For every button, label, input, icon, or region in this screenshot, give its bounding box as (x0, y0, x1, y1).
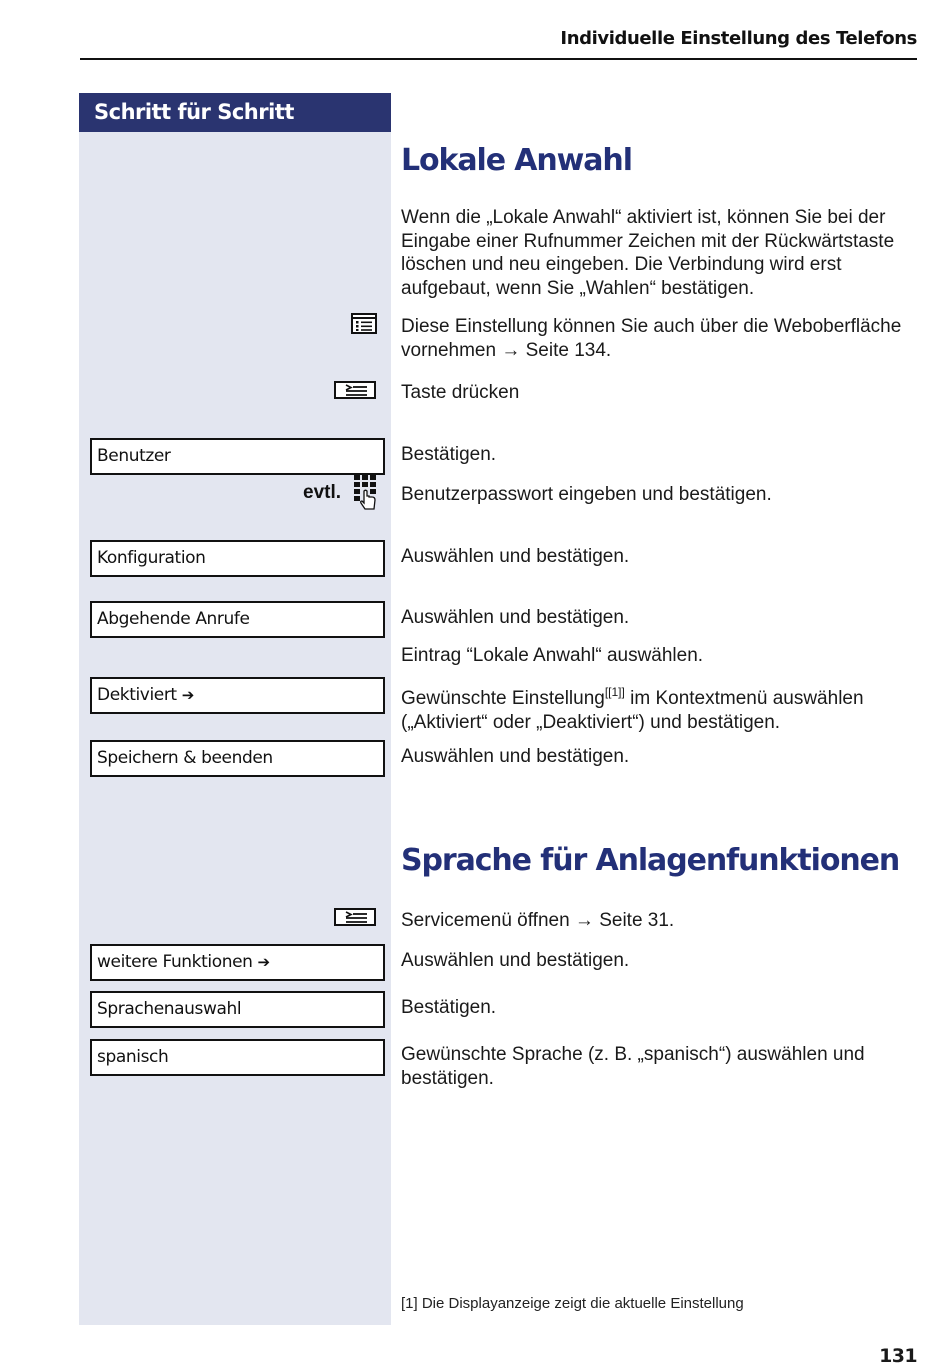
page-number: 131 (879, 1345, 917, 1367)
display-label: weitere Funktionen (97, 952, 253, 972)
step-text-speichern: Auswählen und bestätigen. (401, 746, 630, 767)
display-option-sprachenauswahl[interactable]: Sprachenauswahl (90, 991, 385, 1028)
web-hint-text: Diese Einstellung können Sie auch über die Weboberfläche vornehmen → Seite 134. (401, 316, 902, 361)
step-text-konfiguration: Auswählen und bestätigen. (401, 546, 630, 567)
menu-key-icon (334, 381, 376, 399)
optional-label: evtl. (303, 482, 342, 503)
display-option-abgehende-anrufe[interactable]: Abgehende Anrufe (90, 601, 385, 638)
display-option-deaktiviert[interactable] (90, 677, 385, 714)
arrow-right-icon: ➔ (181, 686, 194, 704)
web-interface-icon (351, 313, 377, 334)
keypad-icon (353, 474, 379, 512)
footnote: [1] Die Displayanzeige zeigt die aktuelle Einstellung (401, 1295, 744, 1312)
intro-paragraph: Wenn die „Lokale Anwahl“ aktiviert ist, können Sie bei der Eingabe einer Rufnummer Zeichen mit der Rückwärtstaste löschen und neu eingeben. Die Verbindung wird erst aufgebaut, wenn Sie „Wahlen“ bestätigen. (401, 207, 895, 299)
step-text-password: Benutzerpasswort eingeben und bestätigen. (401, 484, 772, 505)
step-text-einstellung: Gewünschte Einstellung[[1]] im Kontextmenü auswählen („Aktiviert“ oder „Deaktiviert“) und bestätigen. (401, 685, 864, 733)
step-text-abgehende-anrufe: Auswählen und bestätigen. (401, 607, 630, 628)
open-service-menu-text: Servicemenü öffnen → Seite 31. (401, 910, 675, 931)
step-text-sprachenauswahl: Bestätigen. (401, 997, 497, 1018)
header-divider (80, 58, 917, 60)
section-heading-lokale-anwahl: Lokale Anwahl (401, 143, 632, 178)
display-label: Dektiviert (97, 685, 177, 705)
running-header: Individuelle Einstellung des Telefons (560, 28, 917, 49)
display-option-konfiguration[interactable]: Konfiguration (90, 540, 385, 577)
menu-key-icon (334, 908, 376, 926)
step-text-spanisch: Gewünschte Sprache (z. B. „spanisch“) auswählen und bestätigen. (401, 1044, 865, 1089)
step-text-benutzer: Bestätigen. (401, 444, 497, 465)
section-heading-sprache: Sprache für Anlagenfunktionen (401, 843, 900, 878)
step-text-eintrag: Eintrag “Lokale Anwahl“ auswählen. (401, 645, 704, 666)
arrow-right-icon: ➔ (257, 953, 270, 971)
footnote-ref[interactable]: [[1]] (604, 685, 625, 699)
step-text-weitere-funktionen: Auswählen und bestätigen. (401, 950, 630, 971)
press-key-text: Taste drücken (401, 382, 520, 403)
display-option-weitere-funktionen[interactable] (90, 944, 385, 981)
display-option-speichern[interactable]: Speichern & beenden (90, 740, 385, 777)
display-option-benutzer[interactable]: Benutzer (90, 438, 385, 475)
display-option-spanisch[interactable]: spanisch (90, 1039, 385, 1076)
sidebar-title: Schritt für Schritt (79, 93, 391, 132)
